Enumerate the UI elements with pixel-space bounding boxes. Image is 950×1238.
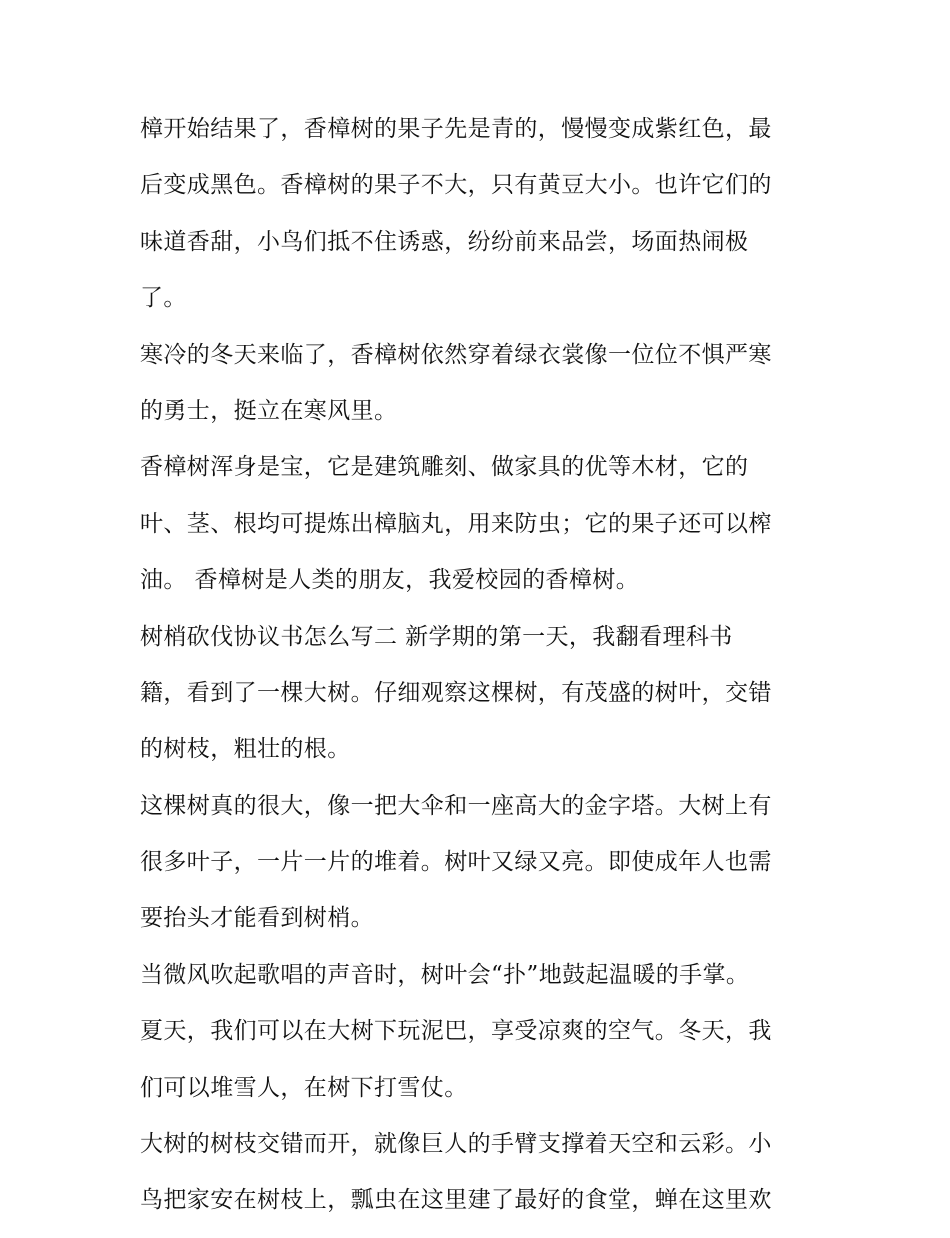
document-body — [140, 110, 820, 1238]
text-line: 味道香甜，小鸟们抵不住诱惑，纷纷前来品尝，场面热闹极 — [140, 228, 749, 255]
text-line: 的勇士，挺立在寒风里。 — [140, 397, 398, 424]
text-line: 后变成黑色。香樟树的果子不大，只有黄豆大小。也许它们的 — [140, 172, 772, 199]
text-line: 这棵树真的很大，像一把大伞和一座高大的金字塔。大树上有 — [140, 792, 772, 819]
text-line: 了。 — [140, 285, 187, 312]
text-line: 夏天，我们可以在大树下玩泥巴，享受凉爽的空气。冬天，我 — [140, 1018, 772, 1045]
text-line: 们可以堆雪人，在树下打雪仗。 — [140, 1074, 468, 1101]
text-line: 籍，看到了一棵大树。仔细观察这棵树，有茂盛的树叶，交错 — [140, 679, 772, 706]
text-line: 很多叶子，一片一片的堆着。树叶又绿又亮。即使成年人也需 — [140, 849, 772, 876]
text-line: 叶、茎、根均可提炼出樟脑丸，用来防虫；它的果子还可以榨 — [140, 510, 772, 537]
text-line: 大树的树枝交错而开，就像巨人的手臂支撑着天空和云彩。小 — [140, 1131, 772, 1158]
text-line: 树梢砍伐协议书怎么写二 新学期的第一天，我翻看理科书 — [140, 623, 733, 650]
text-line: 的树枝，粗壮的根。 — [140, 736, 351, 763]
text-line: 要抬头才能看到树梢。 — [140, 905, 374, 932]
text-line: 当微风吹起歌唱的声音时，树叶会“扑”地鼓起温暖的手掌。 — [140, 961, 750, 988]
text-line: 寒冷的冬天来临了，香樟树依然穿着绿衣裳像一位位不惧严寒 — [140, 341, 772, 368]
text-line: 油。 香樟树是人类的朋友，我爱校园的香樟树。 — [140, 567, 640, 594]
text-line: 鸟把家安在树枝上，瓢虫在这里建了最好的食堂，蝉在这里欢 — [140, 1187, 772, 1214]
text-line: 香樟树浑身是宝，它是建筑雕刻、做家具的优等木材，它的 — [140, 454, 749, 481]
text-line: 樟开始结果了，香樟树的果子先是青的，慢慢变成紫红色，最 — [140, 116, 772, 142]
